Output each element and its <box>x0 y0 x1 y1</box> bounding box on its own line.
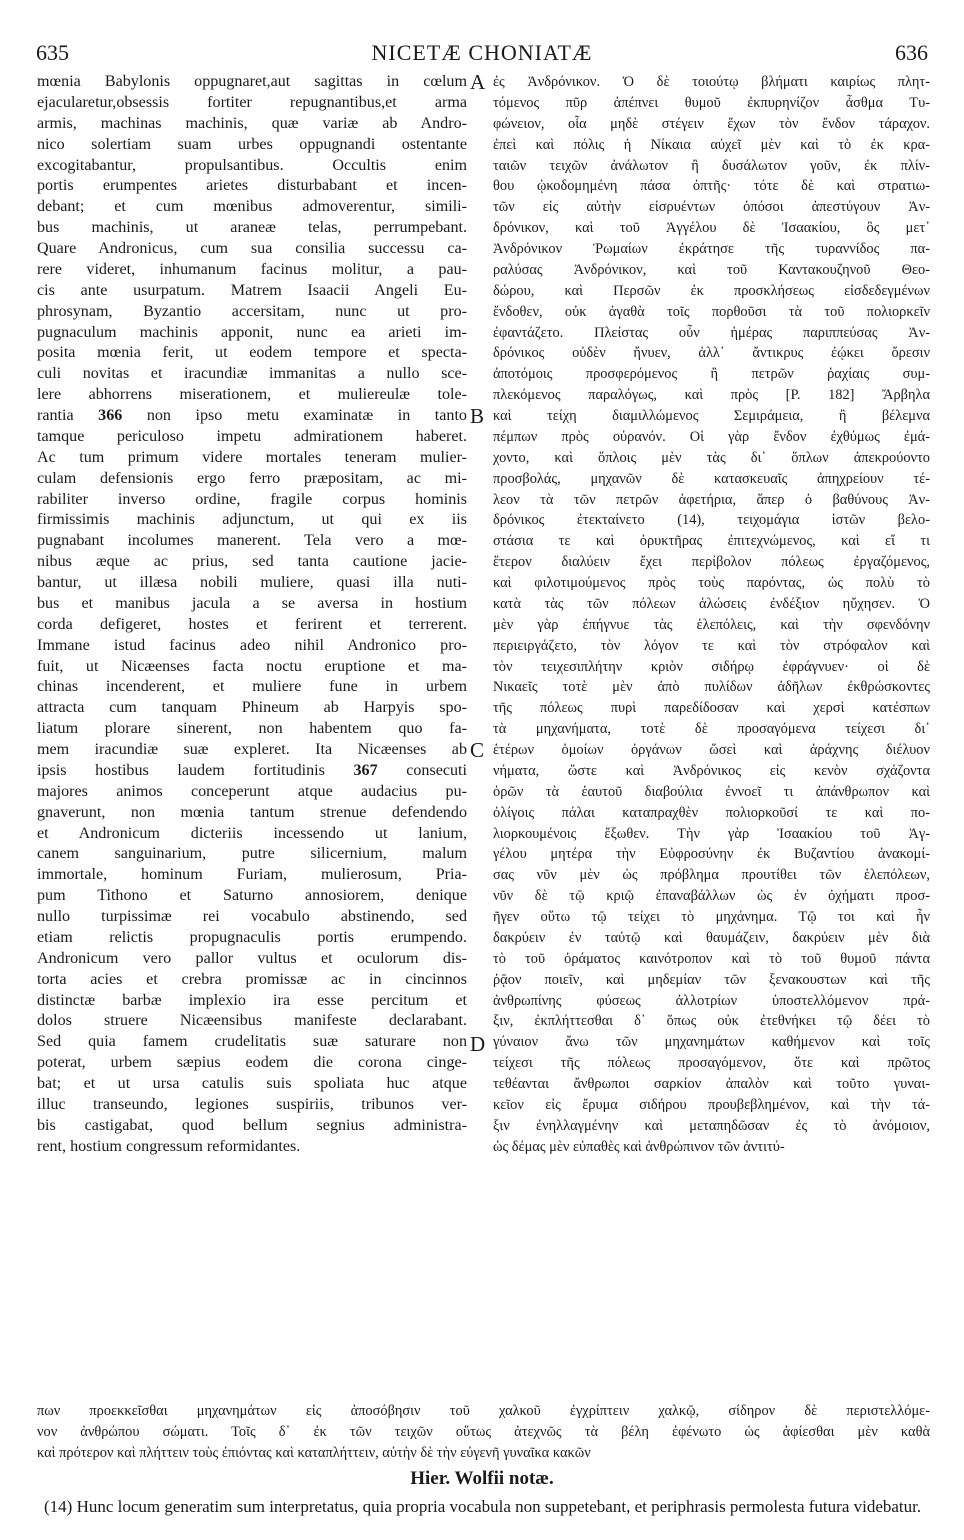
latin-text-line: phrosynam, Byzantio accersitam, nunc ut pro- <box>37 302 467 320</box>
greek-text-line: δρόνικος οὐδὲν ἤνυεν, ἀλλ᾽ ἄντικρυς ἐῴκει ὄρεσιν <box>493 345 930 362</box>
latin-text-line: pum Tithono et Saturno annosiorem, denique <box>37 887 467 905</box>
section-marker-d: D <box>470 1032 486 1056</box>
greek-text-line: τῶν εἰς αὐτὴν εἰσρυέντων ὁπόσοι ἀπεστύγουν Ἀν- <box>493 199 930 216</box>
greek-text-line: καὶ φιλοτιμούμενος πρὸς τοὺς παρόντας, ὡς πολὺ τὸ <box>493 575 930 591</box>
greek-text-line: δακρύειν ἐν ταὐτῷ καὶ θαυμάζειν, δακρύειν μὲν διὰ <box>493 929 930 946</box>
latin-text-line: armis, machinas machinis, quæ variæ ab Andro- <box>37 114 467 132</box>
section-marker-a: A <box>470 70 486 94</box>
latin-text-line: debant; et cum mœnibus admoverentur, simili- <box>37 198 467 216</box>
latin-text-line: posita mœnia ferit, ut eodem tempore et specta- <box>37 344 467 362</box>
notes-heading: Hier. Wolfii notæ. <box>410 1468 554 1489</box>
latin-text-line: nico solertiam suam urbes oppugnandi ostentante <box>37 135 467 153</box>
greek-text-line: ῆγεν οὕτω τῷ τείχει τὸ μηχάνημα. Τῷ τοι καὶ ἦν <box>493 909 930 925</box>
greek-text-line: νήματα, ὥστε καὶ Ἀνδρόνικος εἰς κενὸν σχάζοντα <box>493 762 930 779</box>
latin-text-line: Ac tum primum videre mortales teneram mulier- <box>37 448 467 466</box>
latin-text-line: ipsis hostibus laudem fortitudinis 367 consecuti <box>37 761 467 779</box>
greek-text-line: στάσια τε καὶ ὀρυκτῆρας ἐπιτεχνώμενος, καὶ εἴ τι <box>493 533 930 550</box>
latin-text-line: illuc transeundo, legiones suspiriis, tribunos ver- <box>37 1095 467 1113</box>
greek-text-line: τὸ τοῦ ὁράματος καινότροπον καὶ τὸ τοῦ θυμοῦ πάντα <box>493 950 930 967</box>
full-width-text-line: πων προεκκεῖσθαι μηχανημάτων εἰς ἀποσόβησιν τοῦ χαλκοῦ ἐγχρίπτειν χαλκῷ, σίδηρον δὲ περιστελλόμε- <box>37 1403 930 1419</box>
greek-text-line: λιορκουμένοις ἔξωθεν. Τὴν γὰρ Ἰσαακίου τοῦ Ἀγ- <box>493 825 930 842</box>
greek-text-line: νῦν δὲ τῷ κριῷ ἐπαναβάλλων ὡς ἐν ὀχήματι προσ- <box>493 888 930 905</box>
full-width-text-line: καὶ πρότερον καὶ πλήττειν τοὺς ἐπιόντας καὶ καταπλήττειν, αὐτὴν δὲ τὴν εὐγενῆ γυναῖκα κακῶν <box>37 1444 591 1461</box>
greek-text-line: πλεκόμενος παραλόγως, καὶ πρὸς [P. 182] Ἄρβηλα <box>493 387 930 404</box>
latin-text-line: nibus æque ac prius, sed tanta cautione jacie- <box>37 553 467 571</box>
latin-text-line: bantur, ut illæsa nobili muliere, quasi illa nuti- <box>37 574 467 591</box>
latin-text-line: rere videret, inhumanum facinus molitur, a pau- <box>37 260 467 278</box>
latin-text-line: portis erumpentes arietes disturbabant et incen- <box>37 177 467 195</box>
latin-text-line: mœnia Babylonis oppugnaret,aut sagittas in cœlum <box>37 73 467 90</box>
running-header <box>36 40 928 66</box>
greek-text-line: τεθέανται ἄνθρωποι σαρκίον ἁπαλὸν καὶ τοῦτο γυναι- <box>493 1076 930 1092</box>
latin-text-line: rantia 366 non ipso metu examinatæ in tanto <box>37 407 467 424</box>
latin-text-line: lere abhorrens miserationem, et muliereulæ tole- <box>37 386 467 404</box>
greek-text-line: ταιῶν τειχῶν ἀνάλωτον ἢ δυσάλωτον γοῦν, ἐκ πλίν- <box>493 157 930 174</box>
greek-text-line: ῥᾷον ποιεῖν, καὶ μηδεμίαν τῶν ξενακουστων καὶ τῆς <box>493 971 930 988</box>
latin-text-line: poterat, urbem sæpius eodem die corona cinge- <box>37 1054 467 1072</box>
greek-text-line: ὀλίγοις πάλαι καταπραχθὲν πολιορκοῦσί τε καὶ πο- <box>493 804 930 821</box>
latin-text-line: Immane istud facinus adeo nihil Andronico pro- <box>37 636 467 654</box>
greek-text-line: χοντο, καὶ ὅπλοις μὲν τὰς δι᾽ ὅπλων ἀπεκρούοντο <box>493 449 930 466</box>
latin-text-line: et Andronicum dicteriis incessendo ut lanium, <box>37 824 467 842</box>
latin-text-line: culi novitas et iracundiæ immanitas a nullo sce- <box>37 365 467 383</box>
greek-text-line: ἕτερον διαλύειν ἔχει περίβολον πόλεως ἐργαζόμενος, <box>493 554 930 571</box>
latin-text-line: Quare Andronicus, cum sua consilia successu ca- <box>37 240 467 257</box>
greek-text-line: ὁρῶν τὰ ἑαυτοῦ διαβούλια ἐννοεῖ τι ἀπάνθρωπον καὶ <box>493 783 930 800</box>
greek-text-line: κεῖον εἰς ἔρυμα σιδήρου προυβεβλημένον, καὶ τὴν τά- <box>493 1096 930 1113</box>
latin-text-line: firmissimis machinis adjunctum, ut qui ex iis <box>37 511 467 529</box>
greek-text-line: κατὰ τὰς τῶν πόλεων ἁλώσεις ἐνδέξιον ηὔχησεν. Ὁ <box>493 595 930 612</box>
greek-text-line: σας νῦν μὲν ὡς πρόβλημα προυτίθει τῶν ἑλεπόλεων, <box>493 867 930 884</box>
latin-text-line: pugnabant incolumes manerent. Tela vero a mœ- <box>37 532 467 550</box>
page-number-right: 636 <box>895 40 928 65</box>
greek-text-line: ραλύσας Ἀνδρόνικον, καὶ τοῦ Καντακουζηνοῦ Θεο- <box>493 261 930 278</box>
latin-text-line: attracta cum tanquam Phineum ab Harpyis spo- <box>37 699 467 717</box>
latin-text-line: nullo turpissimæ rei vocabulo abstinendo, sed <box>37 908 467 925</box>
latin-text-line: Andronicum vero pallor vultus et oculorum dis- <box>37 949 467 967</box>
greek-text-line: ὡς δέμας μὲν εὐπαθὲς καὶ ἀνθρώπινον τῶν ἀντιτύ- <box>493 1138 785 1155</box>
greek-text-line: ἐφαντάζετο. Πλείστας οὖν ἡμέρας παριππεύσας Ἀν- <box>493 324 930 341</box>
latin-text-line: culam defensionis ergo ferro præpositam, ac mi- <box>37 469 467 487</box>
greek-text-line: ξιν ἐνηλλαγμένην καὶ μεταπηδῶσαν ἐς τὸ ἀνόμοιον, <box>493 1117 930 1134</box>
latin-text-line: liatum plorare sinerent, non habentem quo fa- <box>37 720 467 738</box>
greek-text-line: τὰ μηχανήματα, τοτὲ δὲ προσαγόμενα τείχεσι δι᾽ <box>493 721 930 738</box>
latin-text-line: bis castigabat, quod bellum segnius administra- <box>37 1116 467 1134</box>
greek-text-line: Ἀνδρόνικον Ῥωμαίων ἐκράτησε τῆς τυραννίδος πα- <box>493 241 930 257</box>
greek-column <box>493 72 930 1158</box>
greek-text-line: ἑτέρων ὁμοίων ὀργάνων ὥσεὶ καὶ ἀράχνης διέλυον <box>493 742 930 758</box>
greek-text-line: ἐπεὶ καὶ πόλις ἡ Νίκαια αὐχεῖ μὲν καὶ τὸ ἐκ κρα- <box>493 136 930 153</box>
latin-text-line: rent, hostium congressum reformidantes. <box>37 1137 301 1155</box>
latin-text-line: gnaverunt, non mœnia tantum strenue defendendo <box>37 803 467 821</box>
greek-text-line: μὲν γὰρ ἐπήγνυε τὰς ἑλεπόλεις, καὶ τὴν σφενδόνην <box>493 616 930 633</box>
greek-text-line: δρόνικον, καὶ τοῦ Ἀγγέλου δὲ Ἰσαακίου, ὃς μετ᾽ <box>493 220 930 237</box>
latin-text-line: tamque periculoso impetu admirationem haberet. <box>37 427 467 445</box>
full-width-greek-text <box>37 1401 930 1464</box>
greek-text-line: προσβολάς, μηχανῶν δὲ κατασκευαῖς ἀπηχρείουν τέ- <box>493 470 930 487</box>
greek-text-line: Νικαεῖς τοτὲ μὲν ἀπὸ πυλίδων ἀδῆλων ἐκθρώσκοντες <box>493 679 930 696</box>
greek-text-line: περιειργάζετο, τὸν λόγον τε καὶ τὸν στρόφαλον καὶ <box>493 637 930 654</box>
latin-text-line: etiam relictis propugnaculis portis erumpendo. <box>37 928 467 946</box>
latin-text-line: canem sanguinarium, putre silicernium, malum <box>37 845 467 863</box>
greek-text-line: τείχεσι τῆς πόλεως προσαγόμενον, ὅτε καὶ πρῶτος <box>493 1055 930 1072</box>
greek-text-line: δρόνικος ἐτεκταίνετο (14), τειχομάγια ἱστῶν βελο- <box>493 512 930 529</box>
latin-text-line: mem iracundiæ suæ expleret. Ita Nicæenses ab <box>37 741 467 758</box>
greek-text-line: φώνειον, οἷα μηδὲ στέγειν ἔχων τὸν ἔνδον τάραχον. <box>493 115 930 132</box>
latin-text-line: cis ante usurpatum. Matrem Isaacii Angeli Eu- <box>37 281 467 299</box>
greek-text-line: ἔνδοθεν, οὐκ ἀγαθὰ τοῖς πορθοῦσι τὰ τοῦ πολιορκεῖν <box>493 303 930 320</box>
greek-text-line: ἀνθρωπίνης φύσεως ἀλλοτρίων ὑποστελλόμενον πρά- <box>493 992 930 1009</box>
latin-text-line: bus machinis, ut araneæ telas, perrumpebant. <box>37 219 467 237</box>
section-marker-c: C <box>470 738 485 762</box>
greek-text-line: ξιν, ἐκπλήττεσθαι δ᾽ ὅπως οὐκ ἐτεθνήκει τῷ δέει τὸ <box>493 1013 930 1030</box>
latin-text-line: majores animos conceperunt atque audacius pu- <box>37 782 467 800</box>
latin-text-line: excogitabantur, propulsantibus. Occultis enim <box>37 156 467 174</box>
greek-text-line: γέλου μητέρα τὴν Εὐφροσύνην ἐκ Βυζαντίου ἀνακομί- <box>493 846 930 863</box>
greek-text-line: θου ᾠκοδομημένη πάσα ὀπτῆς· τότε δὲ καὶ στρατιω- <box>493 178 930 195</box>
latin-text-line: bat; et ut ursa catulis suis spoliata huc atque <box>37 1075 467 1092</box>
greek-text-line: ἀποτόμοις προσφερόμενος ἢ πετρῶν ῥαχίαις συμ- <box>493 366 930 383</box>
greek-text-line: ἐς Ἀνδρόνικον. Ὁ δὲ τοιούτῳ βλήματι καιρίως πλητ- <box>493 74 930 90</box>
latin-text-line: immortale, hominum Furiam, mulierosum, Pria- <box>37 866 467 884</box>
footnote-14: (14) Hunc locum generatim sum interpretatus, quia propria vocabula non suppetebant, et periphrasis permolesta futura videbatur. <box>44 1497 922 1516</box>
latin-column <box>37 72 467 1158</box>
latin-text-line: pugnaculum machinis apponit, nunc ea arieti im- <box>37 323 467 341</box>
latin-text-line: chinas incenderent, et muliere fune in urbem <box>37 678 467 696</box>
latin-text-line: fuit, ut Nicæenses facta noctu eruptione et ma- <box>37 657 467 675</box>
greek-text-line: τῆς πόλεως πυρὶ παρεδίδοσαν καὶ χερσὶ κατέσπων <box>493 700 930 717</box>
latin-text-line: Sed quia famem crudelitatis suæ saturare non <box>37 1033 467 1051</box>
greek-text-line: λεον τὰ τῶν πετρῶν ἀφετήρια, ἅπερ ὁ βαθύνους Ἀν- <box>493 491 930 508</box>
greek-text-line: πέμπων πρὸς οὐρανόν. Οἱ γὰρ ἔνδον ἐχθύμως ἐμά- <box>493 428 930 445</box>
greek-text-line: καὶ τείχη διαμιλλώμενος Σεμιράμεια, ἢ βέλεμνα <box>493 408 930 424</box>
page-number-left: 635 <box>36 40 69 65</box>
greek-text-line: γύναιον ἄνω τῶν μηχανημάτων καθήμενον καὶ τοῖς <box>493 1034 930 1051</box>
latin-text-line: corda defigeret, hostes et ferirent et terrerent. <box>37 615 467 633</box>
running-title: NICETÆ CHONIATÆ <box>371 40 593 65</box>
greek-text-line: τὸν τειχεσιπλήτην κριὸν σιδήρῳ ἐφράγνυεν· οἱ δὲ <box>493 658 930 675</box>
greek-text-line: τόμενος πῦρ ἀπέπνει θυμοῦ ἐκπυρηνίζον ἆσθμα Τυ- <box>493 94 930 111</box>
latin-text-line: dolos struere Nicæensibus manifeste declarabant. <box>37 1012 467 1030</box>
full-width-text-line: νον ἀνθρώπου σώματι. Τοῖς δ᾽ ἐκ τῶν τειχῶν οὕτως ἀτεχνῶς τὰ βέλη ἐφένωτο ὡς ἀφίεσθαι μὲν καθὰ <box>37 1423 930 1440</box>
latin-text-line: bus et manibus jacula a se aversa in hostium <box>37 594 467 612</box>
greek-text-line: δώρου, καὶ Περσῶν ἐκ προσκλήσεως εἰσδεδεγμένων <box>493 282 930 299</box>
latin-text-line: distinctæ barbæ implexio ira esse percitum et <box>37 991 467 1009</box>
section-marker-b: B <box>470 404 485 428</box>
latin-text-line: torta acies et crebra promissæ ac in cincinnos <box>37 970 467 988</box>
latin-text-line: ejacularetur,obsessis fortiter repugnantibus,et arma <box>37 93 467 111</box>
latin-text-line: rabiliter inverso ordine, fragile corpus hominis <box>37 490 467 508</box>
